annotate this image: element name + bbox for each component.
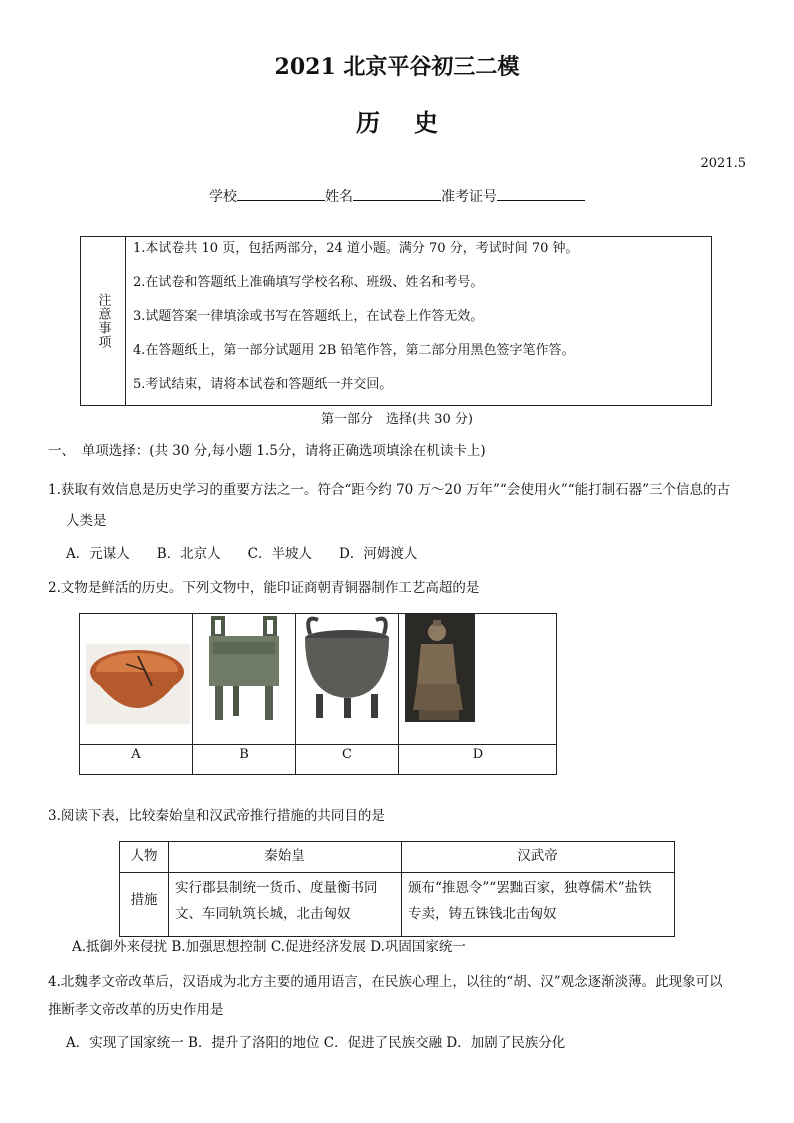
pottery-bowl-image bbox=[80, 614, 192, 744]
q1-stem-line2: 人类是 bbox=[66, 513, 107, 529]
name-blank bbox=[353, 188, 441, 201]
q3-stem: 3.阅读下表，比较秦始皇和汉武帝推行措施的共同目的是 bbox=[48, 808, 385, 824]
artifact-c-cell bbox=[296, 614, 399, 744]
notice-item: 4.在答题纸上，第一部分试题用 2B 铅笔作答，第二部分用黑色签字笔作答。 bbox=[133, 343, 575, 358]
notice-item: 1.本试卷共 10 页，包括两部分，24 道小题。满分 70 分，考试时间 70 钟。 bbox=[133, 241, 579, 256]
artifact-b-cell bbox=[193, 614, 296, 744]
artifact-a-cell bbox=[80, 614, 193, 744]
artifact-image-table bbox=[79, 613, 557, 775]
name-label: 姓名 bbox=[325, 189, 353, 205]
notice-list bbox=[133, 237, 705, 409]
comparison-table bbox=[119, 841, 675, 937]
iron-cauldron-image bbox=[296, 614, 398, 744]
qin-measures-line2: 文、车同轨筑长城，北击匈奴 bbox=[175, 906, 351, 922]
table-header-person: 人物 bbox=[130, 848, 158, 864]
artifact-label-d: D bbox=[472, 747, 484, 762]
subject-title: 历史 bbox=[356, 108, 472, 137]
artifact-label-row bbox=[80, 744, 556, 775]
page-title: 2021 北京平谷初三二模 bbox=[274, 54, 520, 80]
notice-box bbox=[80, 236, 712, 406]
school-blank bbox=[237, 188, 325, 201]
han-measures-line1: 颁布“推恩令”“罢黜百家，独尊儒术”盐铁 bbox=[408, 880, 652, 896]
table-row-label: 措施 bbox=[130, 892, 158, 908]
notice-item: 3.试题答案一律填涂或书写在答题纸上，在试卷上作答无效。 bbox=[133, 309, 484, 324]
bronze-ding-image bbox=[193, 614, 295, 744]
q3-options: A.抵御外来侵扰 B.加强思想控制 C.促进经济发展 D.巩固国家统一 bbox=[72, 939, 466, 955]
artifact-label-a: A bbox=[80, 745, 193, 775]
exam-id-blank bbox=[497, 188, 585, 201]
artifact-d-cell bbox=[399, 614, 557, 744]
table-header-han: 汉武帝 bbox=[517, 848, 558, 864]
terracotta-warrior-image bbox=[399, 614, 557, 744]
q1-stem-line1: 1.获取有效信息是历史学习的重要方法之一。符合“距今约 70 万～20 万年”“会使用火”“能打制石器”三个信息的古 bbox=[48, 482, 731, 498]
artifact-label-c: C bbox=[296, 745, 399, 775]
q4-stem-line2: 推断孝文帝改革的历史作用是 bbox=[48, 1002, 224, 1018]
q1-options: A．元谋人 B．北京人 C．半坡人 D．河姆渡人 bbox=[66, 546, 418, 562]
notice-side-label: 注意事项 bbox=[81, 237, 126, 405]
school-label: 学校 bbox=[209, 189, 237, 205]
section-instruction: 一、 单项选择：(共 30 分,每小题 1.5分，请将正确选项填涂在机读卡上) bbox=[48, 443, 486, 459]
exam-date: 2021.5 bbox=[700, 156, 746, 171]
table-header-qin: 秦始皇 bbox=[264, 848, 305, 864]
q4-stem-line1: 4.北魏孝文帝改革后，汉语成为北方主要的通用语言，在民族心理上，以往的“胡、汉”观念逐渐淡薄。此现象可以 bbox=[48, 974, 723, 990]
part-heading: 第一部分 选择(共 30 分) bbox=[321, 412, 473, 427]
qin-measures-line1: 实行郡县制统一货币、度量衡书同 bbox=[175, 880, 378, 896]
han-measures-line2: 专卖，铸五铢钱北击匈奴 bbox=[408, 906, 557, 922]
q2-stem: 2.文物是鲜活的历史。下列文物中，能印证商朝青铜器制作工艺高超的是 bbox=[48, 580, 480, 596]
exam-id-label: 准考证号 bbox=[441, 189, 497, 205]
notice-item: 2.在试卷和答题纸上准确填写学校名称、班级、姓名和考号。 bbox=[133, 275, 484, 290]
q4-options: A．实现了国家统一 B．提升了洛阳的地位 C．促进了民族交融 D．加剧了民族分化 bbox=[66, 1035, 566, 1051]
artifact-label-b: B bbox=[193, 745, 296, 775]
notice-item: 5.考试结束，请将本试卷和答题纸一并交回。 bbox=[133, 377, 393, 392]
student-info-fields bbox=[0, 186, 794, 206]
